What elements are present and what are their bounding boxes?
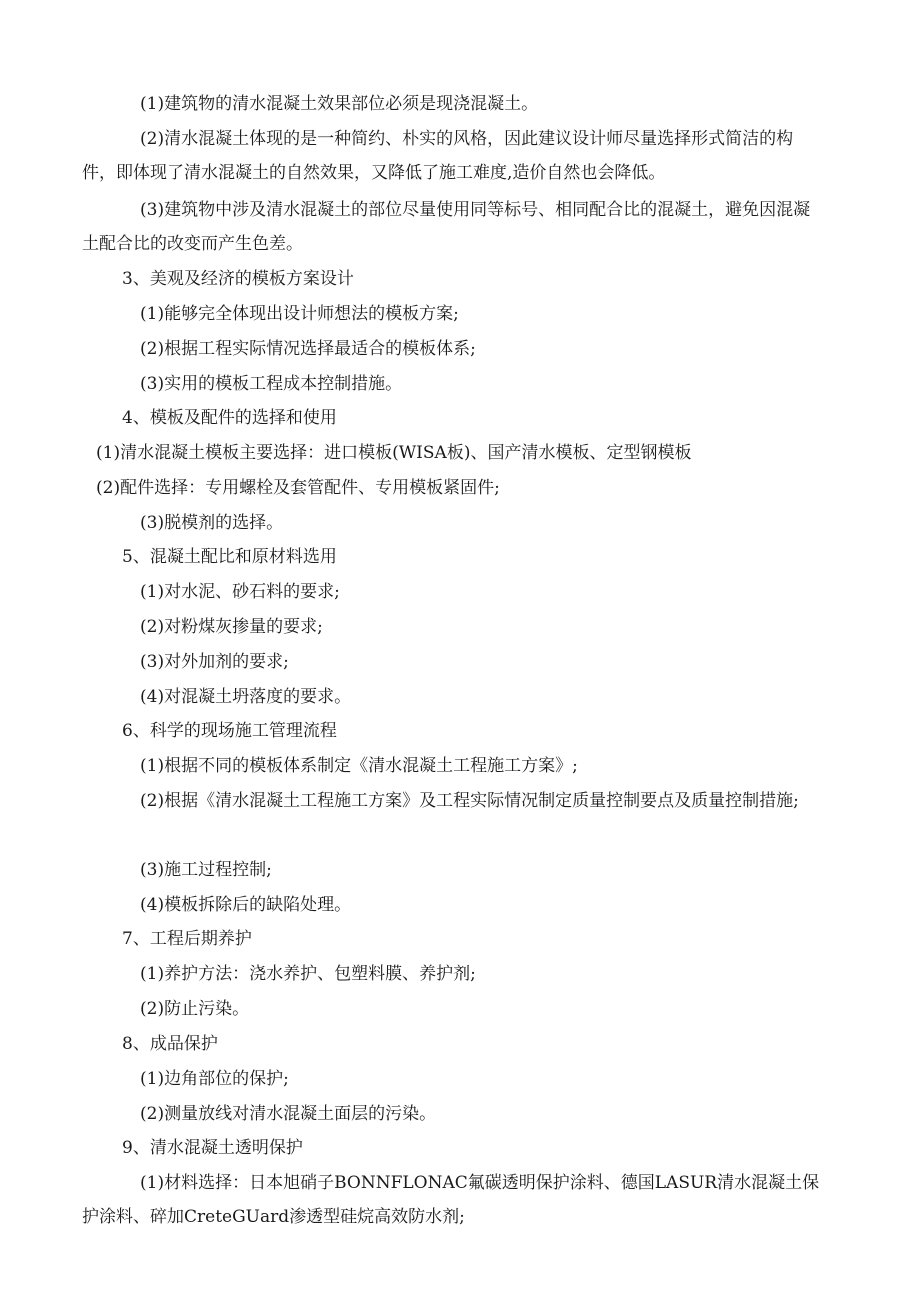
paragraph-18: (1)养护方法：浇水养护、包塑料膜、养护剂; — [140, 964, 476, 984]
section-heading-3: 3、美观及经济的模板方案设计 — [122, 269, 354, 289]
paragraph-14: (1)根据不同的模板体系制定《清水混凝土工程施工方案》; — [140, 756, 578, 776]
paragraph-10: (1)对水泥、砂石料的要求; — [140, 582, 340, 602]
paragraph-4: (1)能够完全体现出设计师想法的模板方案; — [140, 304, 459, 324]
paragraph-17: (4)模板拆除后的缺陷处理。 — [140, 895, 352, 915]
paragraph-11: (2)对粉煤灰掺量的要求; — [140, 617, 323, 637]
paragraph-7: (1)清水混凝土模板主要选择：进口模板(WISA板)、国产清水模板、定型钢模板 — [96, 443, 692, 463]
paragraph-1: (1)建筑物的清水混凝土效果部位必须是现浇混凝土。 — [140, 94, 539, 114]
section-heading-7: 7、工程后期养护 — [122, 929, 252, 949]
paragraph-6: (3)实用的模板工程成本控制措施。 — [140, 374, 403, 394]
paragraph-21: (2)测量放线对清水混凝土面层的污染。 — [140, 1104, 437, 1124]
paragraph-5: (2)根据工程实际情况选择最适合的模板体系; — [140, 339, 476, 359]
paragraph-12: (3)对外加剂的要求; — [140, 652, 289, 672]
section-heading-5: 5、混凝土配比和原材料选用 — [122, 547, 337, 567]
section-heading-6: 6、科学的现场施工管理流程 — [122, 721, 337, 741]
paragraph-2: (2)清水混凝土体现的是一种简约、朴实的风格，因此建议设计师尽量选择形式简洁的构件，即体现了清水混凝土的自然效果，又降低了施工难度,造价自然也会降低。 — [82, 129, 794, 183]
paragraph-20: (1)边角部位的保护; — [140, 1069, 289, 1089]
paragraph-13: (4)对混凝土坍落度的要求。 — [140, 687, 352, 707]
paragraph-3: (3)建筑物中涉及清水混凝土的部位尽量使用同等标号、相同配合比的混凝土，避免因混凝土配合比的改变而产生色差。 — [82, 200, 811, 254]
paragraph-15: (2)根据《清水混凝土工程施工方案》及工程实际情况制定质量控制要点及质量控制措施; — [140, 791, 799, 811]
section-heading-8: 8、成品保护 — [122, 1034, 218, 1054]
paragraph-8: (2)配件选择：专用螺栓及套管配件、专用模板紧固件; — [96, 478, 500, 498]
paragraph-16: (3)施工过程控制; — [140, 860, 272, 880]
section-heading-4: 4、模板及配件的选择和使用 — [122, 408, 337, 428]
paragraph-19: (2)防止污染。 — [140, 999, 250, 1019]
section-heading-9: 9、清水混凝土透明保护 — [122, 1138, 303, 1158]
paragraph-9: (3)脱模剂的选择。 — [140, 513, 284, 533]
paragraph-22: (1)材料选择：日本旭硝子BONNFLONAC氟碳透明保护涂料、德国LASUR清水混凝土保护涂料、碎加CreteGUard渗透型硅烷高效防水剂; — [82, 1173, 820, 1227]
